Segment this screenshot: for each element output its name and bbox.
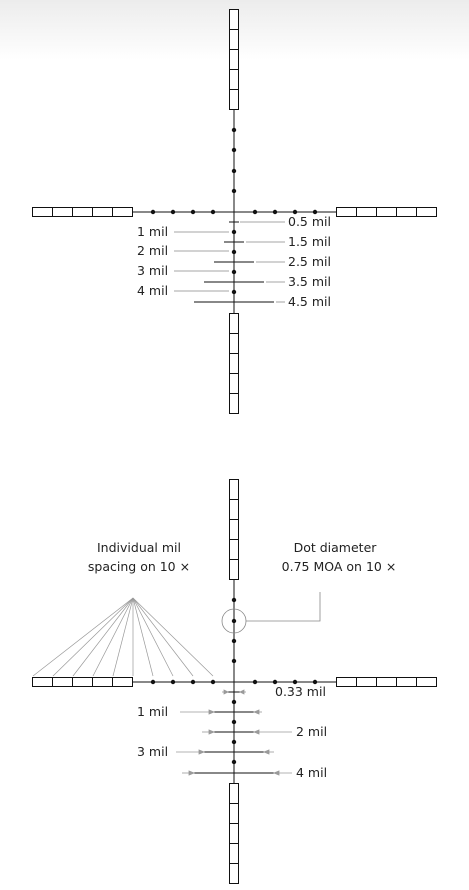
top-label-0.5mil: 0.5 mil (288, 214, 331, 229)
bottom-post-right (337, 678, 437, 687)
annotation-dot-diameter-line2: 0.75 MOA on 10 × (281, 559, 397, 574)
top-post-left (33, 208, 133, 217)
annotation-mil-spacing-line1: Individual mil (97, 540, 181, 555)
top-label-4.5mil: 4.5 mil (288, 294, 331, 309)
bottom-post-left (33, 678, 133, 687)
bottom-post-upper (230, 480, 239, 580)
bottom-reticle (33, 480, 437, 884)
top-label-4mil: 4 mil (137, 283, 169, 298)
bottom-post-lower (230, 784, 239, 884)
bottom-label-4mil: 4 mil (296, 765, 328, 780)
mil-spacing-fan (33, 598, 213, 676)
top-post-upper (230, 10, 239, 110)
dot-diameter-leader (246, 592, 320, 621)
top-label-3.5mil: 3.5 mil (288, 274, 331, 289)
top-label-1.5mil: 1.5 mil (288, 234, 331, 249)
top-label-2mil: 2 mil (137, 243, 169, 258)
bottom-label-0.33mil: 0.33 mil (275, 684, 326, 699)
bottom-label-1mil: 1 mil (137, 704, 169, 719)
annotation-dot-diameter-line1: Dot diameter (293, 540, 377, 555)
top-label-3mil: 3 mil (137, 263, 169, 278)
bottom-label-3mil: 3 mil (137, 744, 169, 759)
top-post-right (337, 208, 437, 217)
bottom-label-2mil: 2 mil (296, 724, 328, 739)
top-label-1mil: 1 mil (137, 224, 169, 239)
top-reticle (33, 10, 437, 414)
top-post-lower (230, 314, 239, 414)
top-label-2.5mil: 2.5 mil (288, 254, 331, 269)
annotation-mil-spacing-line2: spacing on 10 × (87, 559, 191, 574)
